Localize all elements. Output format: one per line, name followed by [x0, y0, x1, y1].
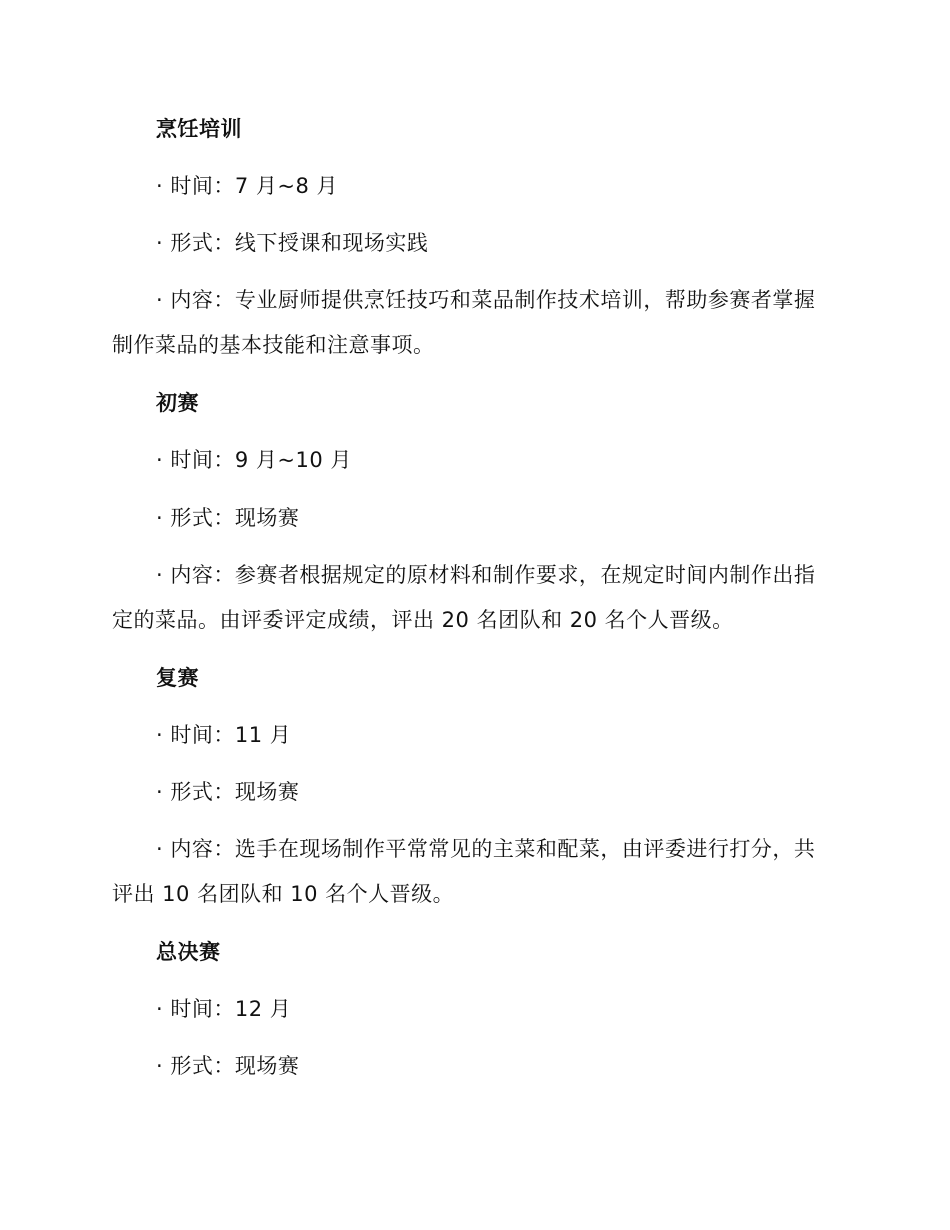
- section-format: · 形式：现场赛: [156, 1054, 300, 1078]
- content-line: · 内容：专业厨师提供烹饪技巧和菜品制作技术培训，帮助参赛者掌握: [156, 288, 816, 312]
- section-time: · 时间：12 月: [156, 997, 292, 1021]
- content-line: · 内容：选手在现场制作平常常见的主菜和配菜，由评委进行打分，共: [156, 837, 816, 861]
- content-line: 评出 10 名团队和 10 名个人晋级。: [112, 882, 455, 906]
- section-title-semifinal: 复赛: [156, 666, 199, 690]
- section-format: · 形式：现场赛: [156, 506, 300, 530]
- section-content: [112, 827, 828, 917]
- section-title-final: 总决赛: [156, 940, 221, 964]
- section-time: · 时间：11 月: [156, 723, 292, 747]
- section-time: · 时间：9 月~10 月: [156, 448, 352, 472]
- content-line: 定的菜品。由评委评定成绩，评出 20 名团队和 20 名个人晋级。: [112, 608, 734, 632]
- section-content: [112, 278, 828, 368]
- section-format: · 形式：线下授课和现场实践: [156, 231, 429, 255]
- content-line: 制作菜品的基本技能和注意事项。: [112, 333, 435, 357]
- section-title-preliminary: 初赛: [156, 391, 199, 415]
- section-title-cooking-training: 烹饪培训: [156, 117, 242, 141]
- section-time: · 时间：7 月~8 月: [156, 174, 339, 198]
- section-format: · 形式：现场赛: [156, 780, 300, 804]
- section-content: [112, 553, 828, 643]
- content-line: · 内容：参赛者根据规定的原材料和制作要求，在规定时间内制作出指: [156, 563, 816, 587]
